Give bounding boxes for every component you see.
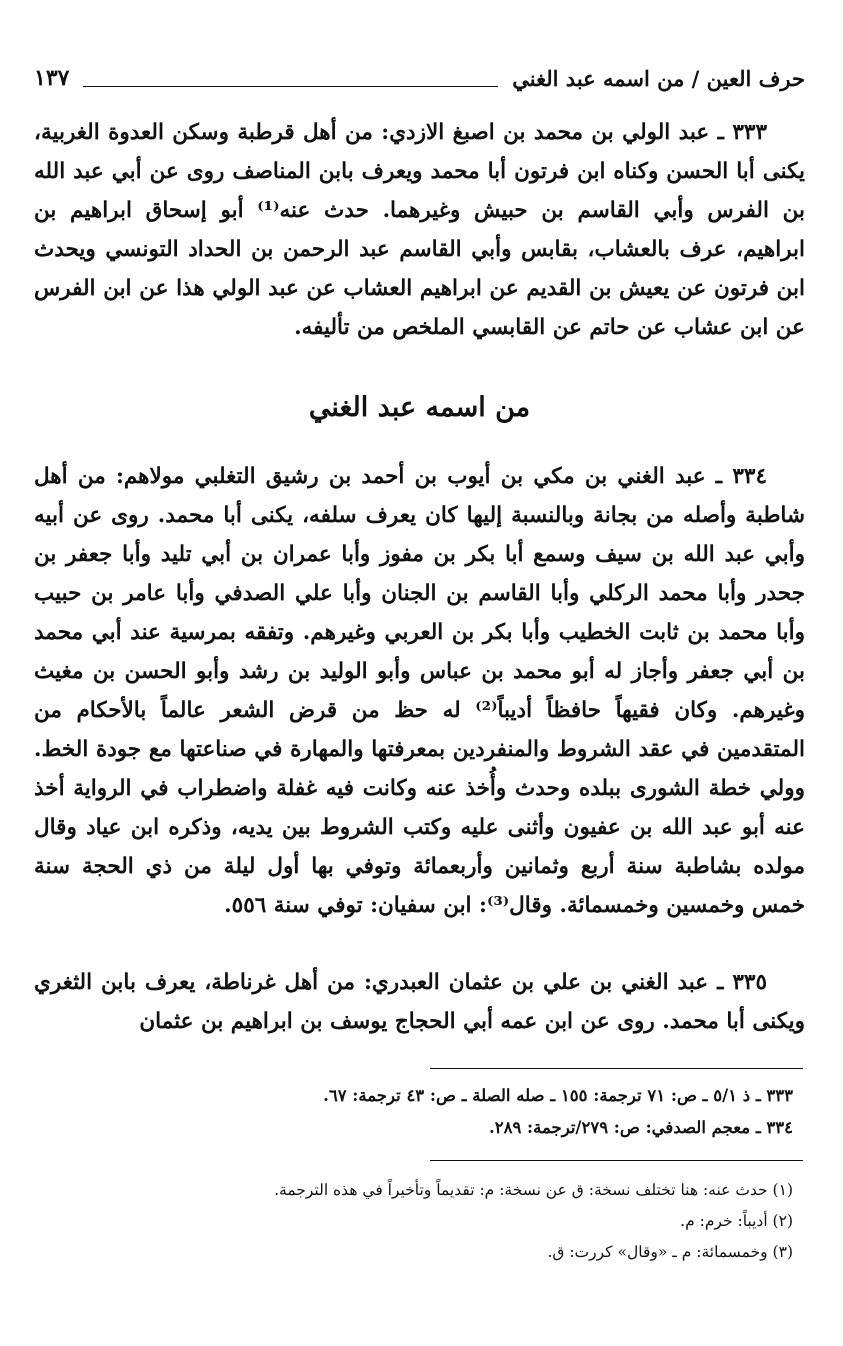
- entry-334: ٣٣٤ ـ عبد الغني بن مكي بن أيوب بن أحمد بن رشيق التغلبي مولاهم: من أهل شاطبة وأصله من بجانة وبالنسبة إليها كان يعرف سلفه، يكنى أبا محمد. روى عن أبيه وأبي عبد الله بن سيف وسمع أبا بكر بن مفوز وأبا عمران بن أبي تليد وأبا جعفر بن جحدر وأبا محمد الركلي وأبا القاسم بن الجنان وأبا علي الصدفي وأبا عامر بن حبيب وأبا محمد بن ثابت الخطيب وأبا بكر بن العربي وغيرهم. وتفقه بمرسية عند أبي محمد بن أبي جعفر وأجاز له أبو محمد بن عباس وأبو الوليد بن رشد وأبو الحسن بن مغيث وغيرهم. وكان فقيهاً حافظاً أديباً⁽²⁾ له حظ من قرض الشعر عالماً بالأحكام من المتقدمين في عقد الشروط والمنفردين بمعرفتها والمهارة في صناعتها مع جودة الخط. وولي خطة الشورى ببلده وحدث وأُخذ عنه وكانت فيه غفلة واضطراب في الرواية أخذ عنه أبو عبد الله بن عفيون وأثنى عليه وكتب الشروط بين يديه، وذكره ابن عياد وقال مولده بشاطبة سنة أربع وثمانين وأربعمائة وتوفي بها أول ليلة من ذي الحجة سنة خمس وخمسين وخمسمائة. وقال⁽³⁾: ابن سفيان: توفي سنة ٥٥٦.: [34, 464, 805, 918]
- entry-333-block: [34, 113, 805, 347]
- entry-335-block: [34, 963, 805, 1041]
- footnotes-list: [34, 1175, 793, 1268]
- footnote: (١) حدث عنه: هنا تختلف نسخة: ق عن نسخة: م: تقديماً وتأخيراً في هذه الترجمة.: [274, 1181, 793, 1199]
- sources-rule: [430, 1068, 803, 1069]
- entry-334-block: [34, 457, 805, 925]
- sources-list: [34, 1080, 793, 1144]
- footnote: (٢) أديباً: خرم: م.: [680, 1212, 793, 1230]
- entry-335: ٣٣٥ ـ عبد الغني بن علي بن عثمان العبدري: من أهل غرناطة، يعرف بابن الثغري ويكنى أبا محمد. روى عن ابن عمه أبي الحجاج يوسف بن ابراهيم بن عثمان: [34, 970, 805, 1034]
- section-heading: من اسمه عبد الغني: [308, 392, 531, 423]
- source-line: ٣٣٣ ـ ذ ٥/١ ـ ص: ٧١ ترجمة: ١٥٥ ـ صله الصلة ـ ص: ٤٣ ترجمة: ٦٧.: [323, 1086, 793, 1105]
- running-header: [34, 62, 805, 94]
- footnotes-rule: [430, 1160, 803, 1161]
- entry-333: ٣٣٣ ـ عبد الولي بن محمد بن اصبغ الازدي: من أهل قرطبة وسكن العدوة الغربية، يكنى أبا الحسن وكناه ابن فرتون أبا محمد ويعرف بابن المناصف روى عن أبي عبد الله بن الفرس وأبي القاسم بن حبيش وغيرهما. حدث عنه⁽¹⁾ أبو إسحاق ابراهيم بن ابراهيم، عرف بالعشاب، بقابس وأبي القاسم عبد الرحمن بن الحداد التونسي ويحدث ابن فرتون عن يعيش بن القديم عن ابراهيم العشاب عن عبد الولي هذا عن ابن الفرس عن ابن عشاب عن حاتم عن القابسي الملخص من تأليفه.: [34, 120, 805, 340]
- source-line: ٣٣٤ ـ معجم الصدفي: ص: ٢٧٩/ترجمة: ٢٨٩.: [488, 1118, 793, 1137]
- header-rule: [83, 86, 498, 87]
- header-title: حرف العين / من اسمه عبد الغني: [512, 65, 805, 91]
- page-number: ١٣٧: [34, 65, 70, 91]
- footnote: (٣) وخمسمائة: م ـ «وقال» كررت: ق.: [547, 1243, 793, 1261]
